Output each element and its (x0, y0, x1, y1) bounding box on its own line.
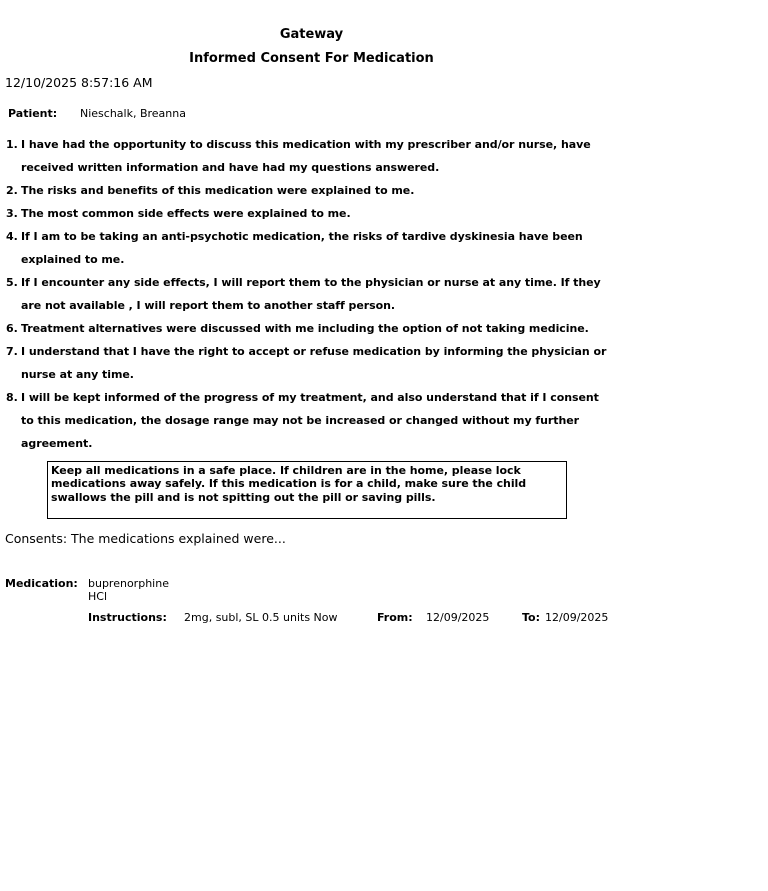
consent-item-text: I have had the opportunity to discuss this medication with my prescriber and/or nurse, have received written information and have had my questions answered. (21, 138, 591, 174)
consent-document-page (0, 27, 623, 625)
consent-item (6, 340, 623, 386)
consent-item-number: 8. (6, 391, 18, 404)
patient-name: Nieschalk, Breanna (80, 107, 186, 120)
consent-item-text: I understand that I have the right to accept or refuse medication by informing the physician or nurse at any time. (21, 345, 607, 381)
to-label: To: (522, 611, 540, 625)
safety-notice-box (47, 461, 567, 519)
consent-item (6, 271, 623, 317)
from-date: 12/09/2025 (426, 611, 490, 625)
consents-summary-line: Consents: The medications explained were... (5, 531, 286, 547)
consent-item (6, 133, 623, 179)
consent-item-text: If I am to be taking an anti-psychotic medication, the risks of tardive dyskinesia have been explained to me. (21, 230, 583, 266)
consent-item-text: I will be kept informed of the progress of my treatment, and also understand that if I consent to this medication, the dosage range may not be increased or changed without my further agreement. (21, 391, 599, 450)
consent-item (6, 225, 623, 271)
consent-item (6, 179, 623, 202)
consent-item (6, 202, 623, 225)
consent-statements-list (6, 133, 623, 455)
medication-name-line2: HCl (88, 590, 108, 604)
instructions-value: 2mg, subl, SL 0.5 units Now (184, 611, 338, 625)
print-timestamp: 12/10/2025 8:57:16 AM (5, 75, 153, 90)
consent-item-number: 3. (6, 207, 18, 220)
medication-name-line1: buprenorphine (88, 577, 169, 591)
consent-item-number: 4. (6, 230, 18, 243)
patient-label: Patient: (8, 107, 58, 120)
consent-item-number: 5. (6, 276, 18, 289)
to-date: 12/09/2025 (545, 611, 609, 625)
instructions-label: Instructions: (88, 611, 167, 625)
medication-row (5, 577, 623, 603)
consent-item (6, 317, 623, 340)
consent-item-text: The most common side effects were explained to me. (21, 207, 351, 220)
consent-item (6, 386, 623, 455)
medication-label: Medication: (5, 577, 78, 591)
consent-item-number: 6. (6, 322, 18, 335)
consent-item-text: The risks and benefits of this medication were explained to me. (21, 184, 415, 197)
consent-item-text: If I encounter any side effects, I will report them to the physician or nurse at any time. If they are not available , I will report them to another staff person. (21, 276, 601, 312)
org-name: Gateway (279, 27, 344, 42)
instructions-row (88, 611, 623, 625)
safety-notice-text: Keep all medications in a safe place. If children are in the home, please lock medications away safely. If this medication is for a child, make sure the child swallows the pill and is not spitting out the pill or saving pills. (51, 464, 527, 504)
consent-item-number: 1. (6, 138, 18, 151)
patient-row (8, 107, 623, 121)
document-title: Informed Consent For Medication (189, 51, 434, 66)
consent-item-number: 2. (6, 184, 18, 197)
from-label: From: (377, 611, 413, 625)
consent-item-text: Treatment alternatives were discussed with me including the option of not taking medicine. (21, 322, 589, 335)
medication-name (88, 577, 169, 603)
consent-item-number: 7. (6, 345, 18, 358)
